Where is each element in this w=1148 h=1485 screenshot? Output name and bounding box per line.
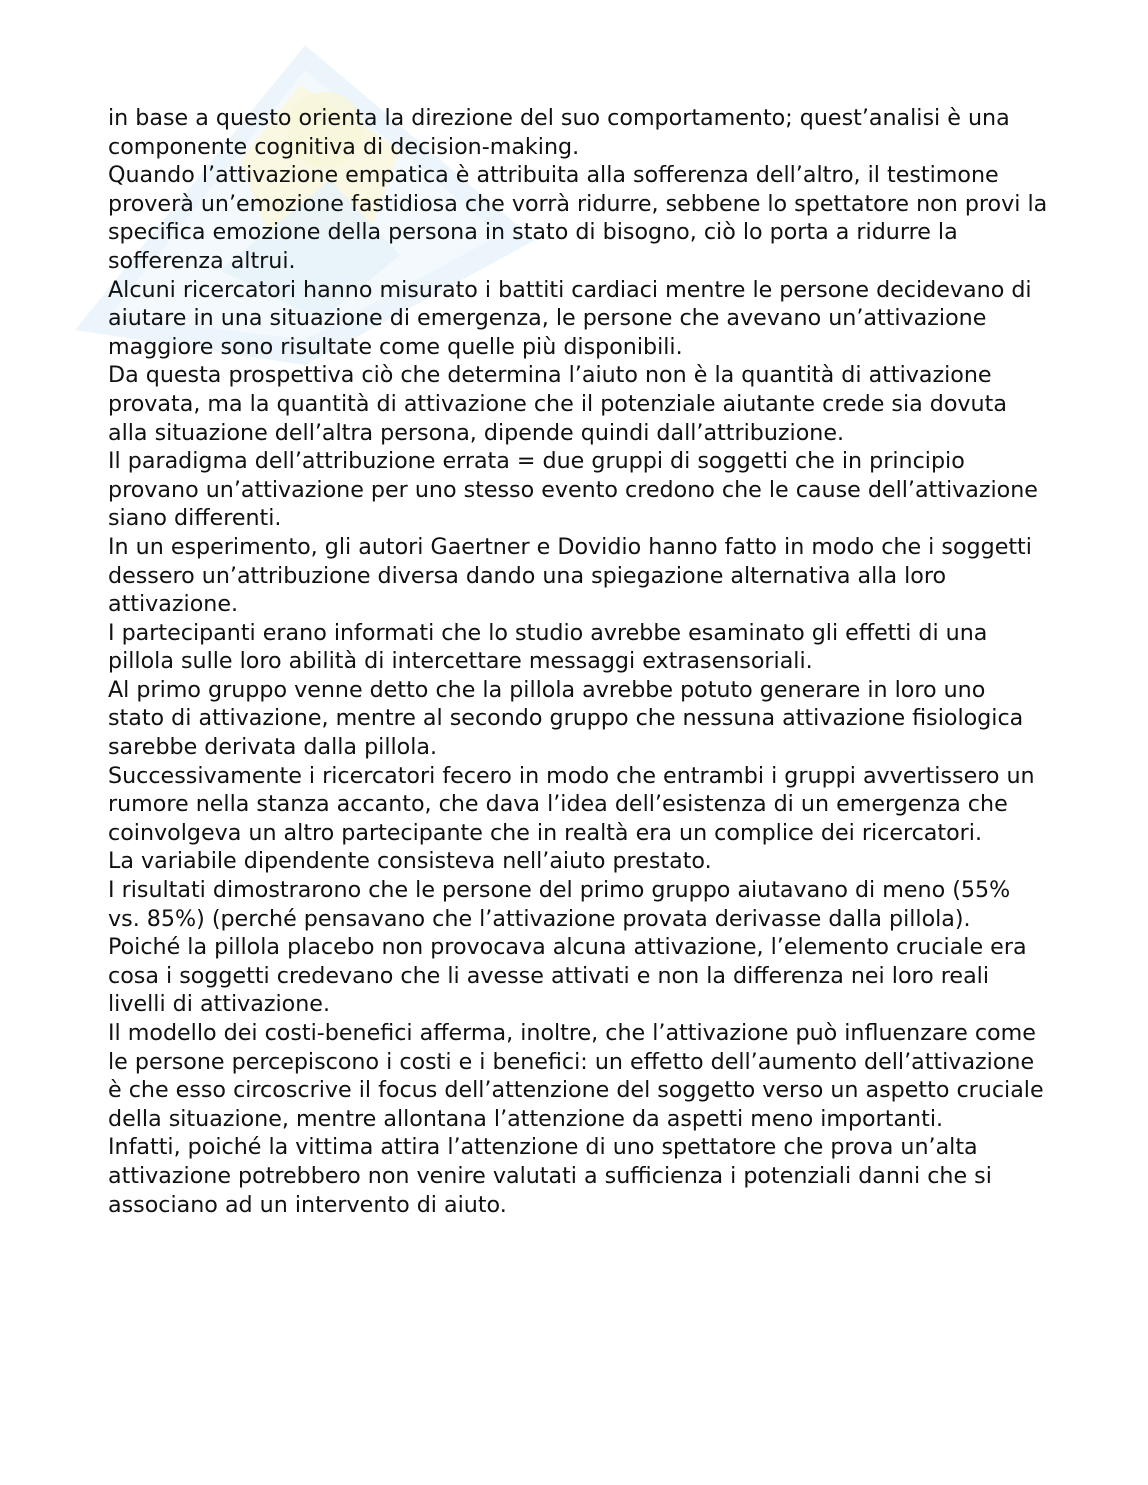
paragraph: La variabile dipendente consisteva nell’aiuto prestato. (108, 848, 712, 875)
paragraph: Alcuni ricercatori hanno misurato i battiti cardiaci mentre le persone decidevano di aiutare in una situazione di emergenza, le persone che avevano un’attivazione maggiore sono risultate come quelle più disponibili. (108, 276, 1032, 360)
paragraph: Infatti, poiché la vittima attira l’attenzione di uno spettatore che prova un’alta attivazione potrebbero non venire valutati a sufficienza i potenziali danni che si associano ad un intervento di aiuto. (108, 1134, 992, 1218)
document-body (108, 104, 1048, 1219)
paragraph: Successivamente i ricercatori fecero in modo che entrambi i gruppi avvertissero un rumore nella stanza accanto, che dava l’idea dell’esistenza di un emergenza che coinvolgeva un altro partecipante che in realtà era un complice dei ricercatori. (108, 762, 1035, 846)
paragraph: Al primo gruppo venne detto che la pillola avrebbe potuto generare in loro uno stato di attivazione, mentre al secondo gruppo che nessuna attivazione fisiologica sarebbe derivata dalla pillola. (108, 676, 1024, 761)
paragraph: In un esperimento, gli autori Gaertner e Dovidio hanno fatto in modo che i soggetti dessero un’attribuzione diversa dando una spiegazione alternativa alla loro attivazione. (108, 533, 1032, 618)
paragraph: Quando l’attivazione empatica è attribuita alla sofferenza dell’altro, il testimone proverà un’emozione fastidiosa che vorrà ridurre, sebbene lo spettatore non provi la specifica emozione della persona in stato di bisogno, ciò lo porta a ridurre la sofferenza altrui. (108, 162, 1048, 274)
paragraph: I partecipanti erano informati che lo studio avrebbe esaminato gli effetti di una pillola sulle loro abilità di intercettare messaggi extrasensoriali. (108, 619, 988, 675)
paragraph: in base a questo orienta la direzione del suo comportamento; quest’analisi è una componente cognitiva di decision-making. (108, 105, 1010, 160)
paragraph: Il modello dei costi-benefici afferma, inoltre, che l’attivazione può influenzare come le persone percepiscono i costi e i benefici: un effetto dell’aumento dell’attivazione è che esso circoscrive il focus dell’attenzione del soggetto verso un aspetto cruciale della situazione, mentre allontana l’attenzione da aspetti meno importanti. (108, 1020, 1044, 1132)
paragraph: Il paradigma dell’attribuzione errata = due gruppi di soggetti che in principio provano un’attivazione per uno stesso evento credono che le cause dell’attivazione siano differenti. (108, 448, 1038, 532)
paragraph: Da questa prospettiva ciò che determina l’aiuto non è la quantità di attivazione provata, ma la quantità di attivazione che il potenziale aiutante crede sia dovuta alla situazione dell’altra persona, dipende quindi dall’attribuzione. (108, 362, 1007, 446)
paragraph: I risultati dimostrarono che le persone del primo gruppo aiutavano di meno (55% vs. 85%) (perché pensavano che l’attivazione provata derivasse dalla pillola). (108, 877, 1011, 932)
paragraph: Poiché la pillola placebo non provocava alcuna attivazione, l’elemento cruciale era cosa i soggetti credevano che li avesse attivati e non la differenza nei loro reali livelli di attivazione. (108, 934, 1027, 1018)
